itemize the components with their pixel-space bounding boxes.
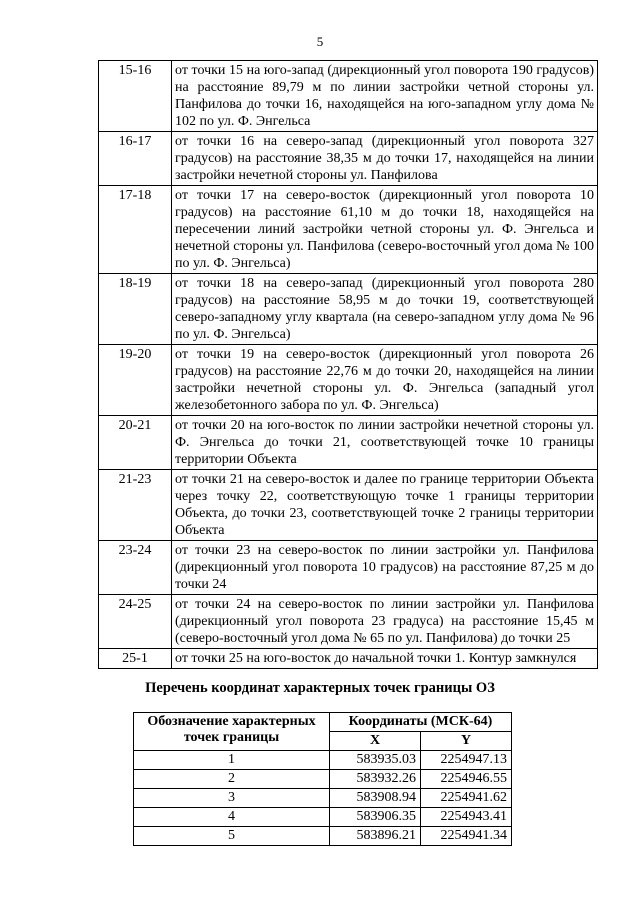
description-cell: от точки 19 на северо-восток (дирекционный угол поворота 26 градусов) на расстояние 22,76 м до точки 20, находящейся на линии застройки нечетной стороны ул. Ф. Энгельса (западный угол железобетонного забора по ул. Ф. Энгельса)	[172, 345, 598, 416]
y-header: Y	[421, 732, 512, 751]
coordinates-header-row	[134, 713, 512, 732]
table-row	[99, 345, 598, 416]
x-cell: 583896.21	[330, 827, 421, 846]
description-cell: от точки 23 на северо-восток по линии застройки ул. Панфилова (дирекционный угол поворота 10 градусов) на расстояние 87,25 м до точки 24	[172, 541, 598, 595]
page-number: 5	[316, 34, 324, 49]
table-row	[99, 541, 598, 595]
table-row	[99, 595, 598, 649]
y-cell: 2254946.55	[421, 770, 512, 789]
coordinates-table	[133, 712, 512, 846]
y-cell: 2254941.62	[421, 789, 512, 808]
x-cell: 583908.94	[330, 789, 421, 808]
coordinates-header: Координаты (МСК-64)	[330, 713, 512, 732]
point-cell: 4	[134, 808, 330, 827]
segment-cell: 16-17	[99, 132, 172, 186]
segment-cell: 24-25	[99, 595, 172, 649]
y-cell: 2254941.34	[421, 827, 512, 846]
description-cell: от точки 16 на северо-запад (дирекционный угол поворота 327 градусов) на расстояние 38,35 м до точки 17, находящейся на линии застройки нечетной стороны ул. Панфилова	[172, 132, 598, 186]
boundary-description-table	[98, 60, 598, 669]
point-cell: 3	[134, 789, 330, 808]
description-cell: от точки 21 на северо-восток и далее по границе территории Объекта через точку 22, соответствующую точке 1 границы территории Объекта, до точки 23, соответствующей точке 2 границы территории Объекта	[172, 470, 598, 541]
x-cell: 583906.35	[330, 808, 421, 827]
segment-cell: 21-23	[99, 470, 172, 541]
table-row	[134, 751, 512, 770]
segment-cell: 25-1	[99, 649, 172, 669]
segment-cell: 19-20	[99, 345, 172, 416]
description-cell: от точки 25 на юго-восток до начальной точки 1. Контур замкнулся	[172, 649, 598, 669]
y-cell: 2254943.41	[421, 808, 512, 827]
table-row	[99, 274, 598, 345]
point-cell: 5	[134, 827, 330, 846]
segment-cell: 23-24	[99, 541, 172, 595]
table-row	[134, 789, 512, 808]
table-row	[134, 770, 512, 789]
y-cell: 2254947.13	[421, 751, 512, 770]
description-cell: от точки 18 на северо-запад (дирекционный угол поворота 280 градусов) на расстояние 58,95 м до точки 19, соответствующей северо-западному углу квартала (на северо-западном углу дома № 96 по ул. Ф. Энгельса)	[172, 274, 598, 345]
table-row	[99, 649, 598, 669]
table-row	[99, 470, 598, 541]
segment-cell: 17-18	[99, 186, 172, 274]
coordinates-heading: Перечень координат характерных точек границы ОЗ	[145, 680, 495, 696]
x-cell: 583932.26	[330, 770, 421, 789]
table-row	[99, 132, 598, 186]
point-cell: 1	[134, 751, 330, 770]
description-cell: от точки 20 на юго-восток по линии застройки нечетной стороны ул. Ф. Энгельса до точки 21, соответствующей точке 10 границы территории Объекта	[172, 416, 598, 470]
point-cell: 2	[134, 770, 330, 789]
segment-cell: 15-16	[99, 61, 172, 132]
description-cell: от точки 15 на юго-запад (дирекционный угол поворота 190 градусов) на расстояние 89,79 м по линии застройки четной стороны ул. Панфилова до точки 16, находящейся на юго-западном углу дома № 102 по ул. Ф. Энгельса	[172, 61, 598, 132]
x-header: X	[330, 732, 421, 751]
segment-cell: 20-21	[99, 416, 172, 470]
x-cell: 583935.03	[330, 751, 421, 770]
table-row	[99, 416, 598, 470]
table-row	[99, 186, 598, 274]
segment-cell: 18-19	[99, 274, 172, 345]
table-row	[134, 808, 512, 827]
table-row	[99, 61, 598, 132]
description-cell: от точки 17 на северо-восток (дирекционный угол поворота 10 градусов) на расстояние 61,10 м до точки 18, находящейся на пересечении линий застройки четной стороны ул. Ф. Энгельса и нечетной стороны ул. Панфилова (северо-восточный угол дома № 100 по ул. Ф. Энгельса)	[172, 186, 598, 274]
description-cell: от точки 24 на северо-восток по линии застройки ул. Панфилова (дирекционный угол поворота 23 градуса) на расстояние 15,45 м (северо-восточный угол дома № 65 по ул. Панфилова) до точки 25	[172, 595, 598, 649]
point-designation-header: Обозначение характерных точек границы	[134, 713, 330, 751]
table-row	[134, 827, 512, 846]
